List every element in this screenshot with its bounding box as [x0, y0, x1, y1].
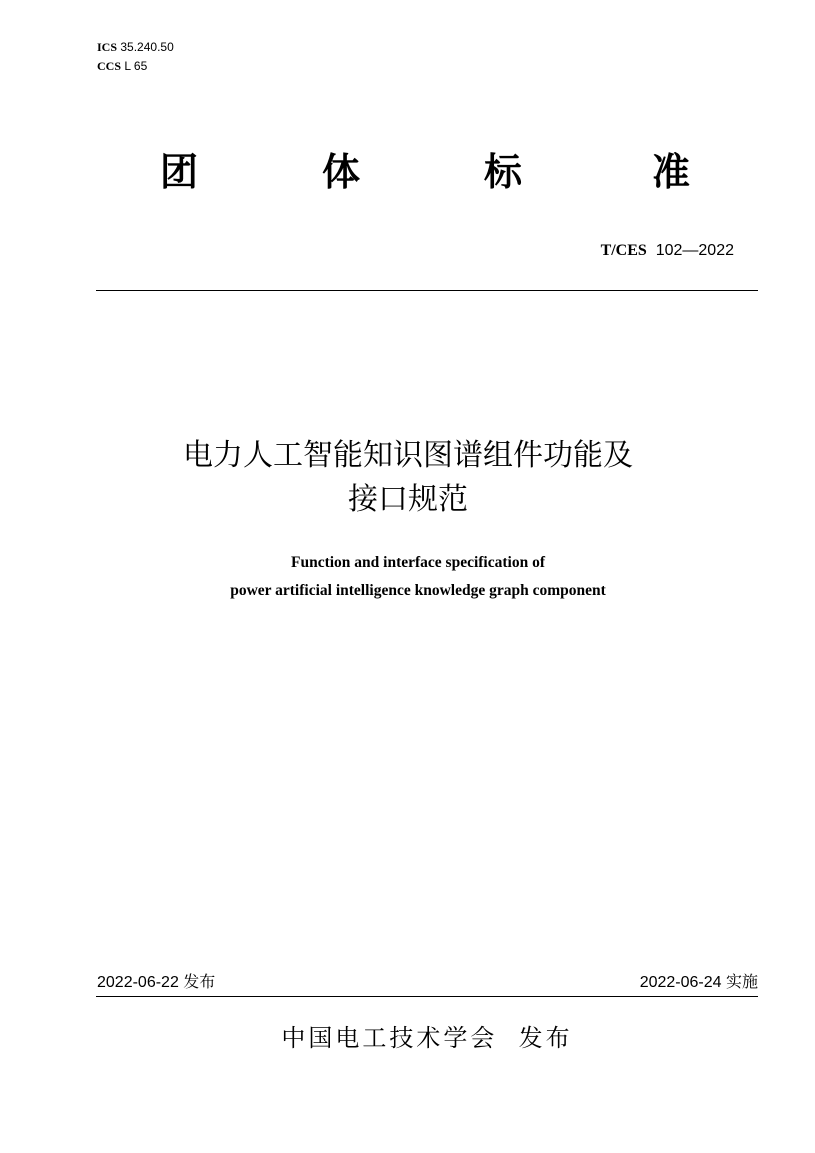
standard-number: [601, 241, 734, 261]
publisher: 中国电工技术学会 发布: [281, 1024, 573, 1052]
classification-codes: [97, 38, 174, 76]
title-cn-line-1: 电力人工智能知识图谱组件功能及: [183, 438, 633, 473]
standard-type-char-1: 团: [160, 150, 199, 194]
standard-number-value: 102—2022: [655, 242, 734, 259]
implementation-date: 2022-06-24 实施: [639, 974, 758, 991]
ics-code-line: [97, 38, 174, 57]
issue-date: 2022-06-22 发布: [97, 974, 216, 991]
ccs-code-line: [97, 57, 174, 76]
ics-code: 35.240.50: [120, 40, 174, 54]
standard-type-char-3: 标: [484, 150, 523, 194]
footer-divider: [96, 996, 758, 997]
title-en-line-1: Function and interface specification of: [290, 554, 545, 571]
ics-label: ICS: [97, 40, 118, 54]
title-cn-line-2: 接口规范: [348, 482, 468, 517]
title-en-line-2: power artificial intelligence knowledge graph component: [230, 582, 606, 599]
header-divider: [96, 290, 758, 291]
standard-number-prefix: T/CES: [600, 242, 647, 259]
standard-type-char-4: 准: [652, 150, 691, 194]
standard-type-char-2: 体: [322, 150, 361, 194]
ccs-code: L 65: [124, 59, 148, 73]
ccs-label: CCS: [97, 59, 122, 73]
